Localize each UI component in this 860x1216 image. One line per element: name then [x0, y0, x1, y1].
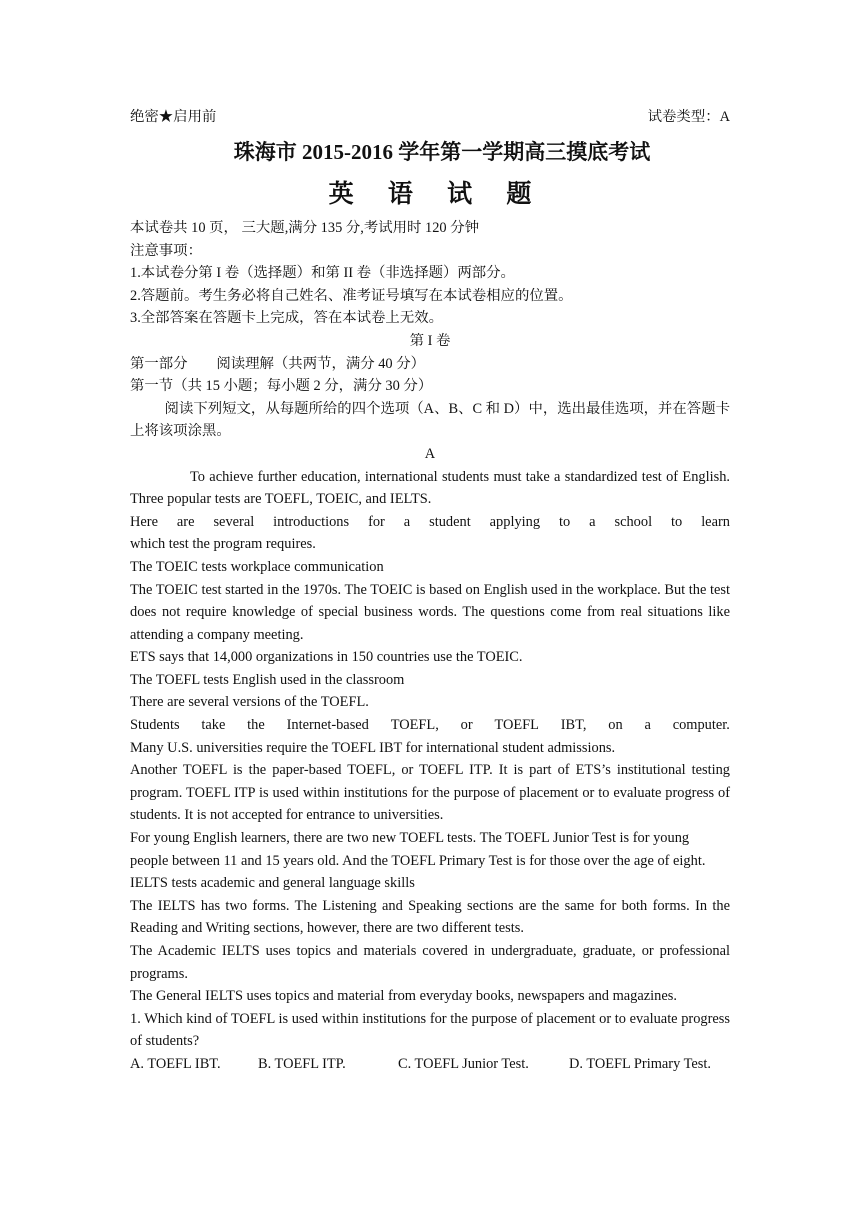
- passage-paragraph: The TOEIC test started in the 1970s. The TOEIC is based on English used in the workplace. But the test does not require knowledge of special business words. The questions come from real situations like attending a company meeting.: [130, 581, 730, 643]
- passage-paragraph: ETS says that 14,000 organizations in 150 countries use the TOEIC.: [130, 649, 523, 666]
- option-c: C. TOEFL Junior Test.: [398, 1055, 529, 1072]
- exam-page: [130, 105, 730, 1076]
- passage-paragraph-text: To achieve further education, international students must take a standardized test of English. Three popular tests are TOEFL, TOEIC, and IELTS.: [130, 468, 730, 508]
- passage-justified-line: [130, 714, 730, 737]
- intro-line: 1.本试卷分第 I 卷（选择题）和第 II 卷（非选择题）两部分。: [130, 265, 515, 282]
- part-heading: 第一部分 阅读理解（共两节，满分 40 分）: [130, 355, 426, 372]
- passage-paragraph: people between 11 and 15 years old. And the TOEFL Primary Test is for those over the age of eight.: [130, 852, 706, 869]
- passage-label: A: [424, 445, 436, 462]
- subject-title: 英 语 试 题: [328, 181, 546, 208]
- header-row: [130, 105, 730, 129]
- word: Internet-based: [286, 717, 369, 734]
- passage-line: which test the program requires.: [130, 536, 316, 553]
- confidential-label: 绝密★启用前: [130, 109, 217, 125]
- word: IBT,: [560, 717, 587, 734]
- section-heading: 第一节（共 15 小题；每小题 2 分，满分 30 分）: [130, 378, 433, 395]
- subheading: The TOEIC tests workplace communication: [130, 558, 384, 575]
- passage-paragraph: Another TOEFL is the paper-based TOEFL, or TOEFL ITP. It is part of ETS’s institutional testing program. TOEFL ITP is used within institutions for the purpose of placement or to evaluate progress of students. It is not accepted for entrance to universities.: [130, 762, 730, 824]
- word: for: [368, 513, 385, 530]
- word: to: [559, 513, 571, 530]
- passage-paragraph: The IELTS has two forms. The Listening and Speaking sections are the same for both forms. In the Reading and Writing sections, however, there are two different tests.: [130, 897, 730, 937]
- passage-line: For young English learners, there are two new TOEFL tests. The TOEFL Junior Test is for young: [130, 830, 690, 847]
- word: TOEFL,: [390, 717, 439, 734]
- word: computer.: [672, 717, 730, 734]
- question-stem: 1. Which kind of TOEFL is used within institutions for the purpose of placement or to evaluate progress of students?: [130, 1010, 730, 1050]
- option-b: B. TOEFL ITP.: [258, 1055, 346, 1072]
- passage-paragraph: The General IELTS uses topics and material from everyday books, newspapers and magazines.: [130, 988, 677, 1005]
- subheading: IELTS tests academic and general language skills: [130, 875, 415, 892]
- intro-line: 注意事项：: [130, 242, 202, 259]
- passage-justified-line: [130, 511, 730, 534]
- passage-paragraph: There are several versions of the TOEFL.: [130, 694, 369, 711]
- word: take: [201, 717, 226, 734]
- word: to: [671, 513, 683, 530]
- word: are: [176, 513, 195, 530]
- exam-title: 珠海市 2015-2016 学年第一学期高三摸底考试: [233, 140, 651, 164]
- intro-line: 2.答题前。考生务必将自己姓名、准考证号填写在本试卷相应的位置。: [130, 287, 573, 304]
- subheading: The TOEFL tests English used in the classroom: [130, 671, 405, 688]
- word: a: [644, 717, 651, 734]
- word: Here: [130, 513, 158, 530]
- word: school: [614, 513, 653, 530]
- word: student: [429, 513, 471, 530]
- volume-heading: 第 I 卷: [409, 332, 451, 349]
- word: a: [403, 513, 411, 530]
- passage-paragraph: [130, 466, 730, 511]
- word: applying: [489, 513, 541, 530]
- word: or: [460, 717, 473, 734]
- word: the: [247, 717, 265, 734]
- intro-line: 本试卷共 10 页， 三大题,满分 135 分,考试用时 120 分钟: [130, 220, 479, 236]
- word: a: [589, 513, 596, 530]
- directions-text: 阅读下列短文，从每题所给的四个选项（A、B、C 和 D）中，选出最佳选项，并在答题卡上将该项涂黑。: [130, 400, 730, 440]
- intro-line: 3.全部答案在答题卡上完成，答在本试卷上无效。: [130, 310, 443, 327]
- paper-type-label: 试卷类型：A: [647, 109, 730, 125]
- passage-line: Many U.S. universities require the TOEFL IBT for international student admissions.: [130, 739, 616, 756]
- word: Students: [130, 717, 180, 734]
- word: learn: [701, 513, 730, 530]
- word: on: [608, 717, 623, 734]
- word: introductions: [273, 513, 350, 530]
- passage-paragraph: The Academic IELTS uses topics and materials covered in undergraduate, graduate, or professional programs.: [130, 943, 730, 982]
- word: several: [213, 513, 255, 530]
- word: TOEFL: [494, 717, 539, 734]
- option-d: D. TOEFL Primary Test.: [569, 1055, 711, 1072]
- option-a: A. TOEFL IBT.: [130, 1055, 221, 1072]
- question-options: [130, 1053, 730, 1076]
